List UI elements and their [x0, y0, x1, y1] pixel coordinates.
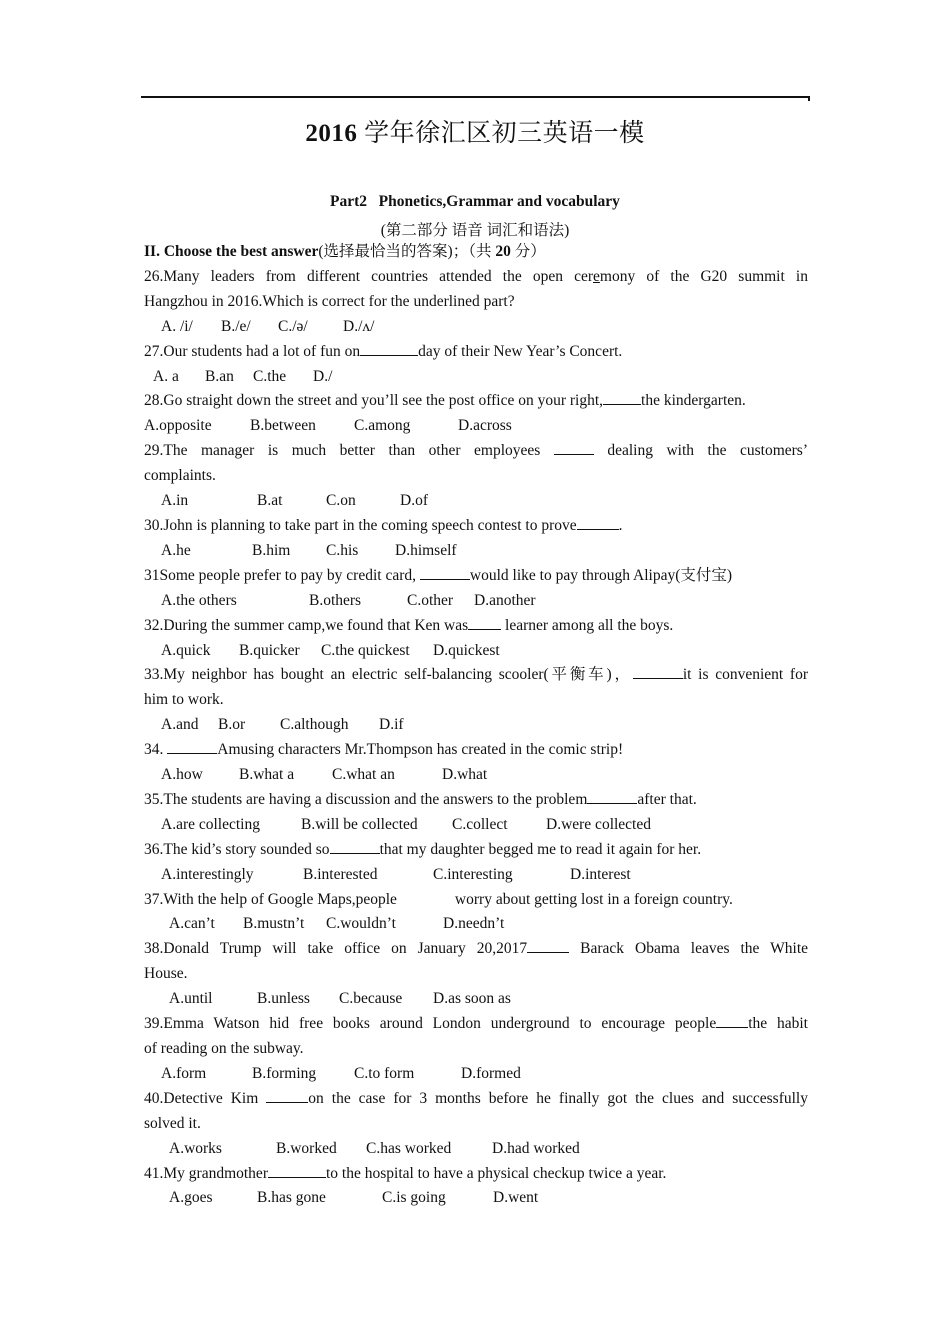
section-heading — [144, 240, 808, 265]
question-stem: 38.Donald Trump will take office on January 20,2017 Barack Obama leaves the White — [144, 937, 808, 962]
question-stem: 33.My neighbor has bought an electric self-balancing scooler(平衡车)， it is convenient for — [144, 663, 808, 688]
option-b: B.mustn’t — [243, 915, 305, 933]
option-c: C.other — [407, 591, 454, 609]
section-heading-en: II. Choose the best answer — [144, 243, 319, 260]
underlined-letter: e — [593, 267, 600, 285]
answer-blank — [360, 340, 418, 356]
question-stem: 31Some people prefer to pay by credit card, would like to pay through Alipay(支付宝) — [144, 564, 808, 589]
option-b: B.what a — [239, 766, 295, 784]
question-stem: 32.During the summer camp,we found that Ken was learner among all the boys. — [144, 614, 808, 639]
question-stem: 27.Our students had a lot of fun on day of their New Year’s Concert. — [144, 340, 808, 365]
option-b: B.others — [309, 591, 362, 609]
answer-blank — [554, 439, 594, 455]
option-c: C.although — [280, 716, 349, 734]
options-row — [144, 639, 808, 664]
option-d: D.formed — [461, 1064, 521, 1082]
answer-blank — [266, 1087, 308, 1103]
options-row — [144, 315, 808, 340]
answer-blank — [633, 663, 683, 679]
page-title — [0, 117, 950, 151]
question-stem: 41.My grandmother to the hospital to have a physical checkup twice a year. — [144, 1162, 808, 1187]
option-b: B.will be collected — [301, 815, 418, 833]
option-a: A.quick — [161, 641, 211, 659]
option-a: A.are collecting — [161, 815, 260, 833]
answer-blank — [330, 838, 380, 854]
option-b: B.at — [257, 492, 283, 510]
option-b: B.unless — [257, 990, 310, 1008]
question-list — [144, 240, 808, 1211]
question-stem: 30.John is planning to take part in the coming speech contest to prove . — [144, 514, 808, 539]
option-a: A.he — [161, 541, 191, 559]
options-row — [144, 365, 808, 390]
question-stem: 34. Amusing characters Mr.Thompson has created in the comic strip! — [144, 738, 808, 763]
option-d: D.of — [400, 492, 428, 510]
option-d: D.across — [458, 417, 512, 435]
title-year: 2016 — [305, 120, 358, 147]
option-d: D.had worked — [492, 1139, 580, 1157]
answer-blank — [268, 1162, 326, 1178]
part-subtitle: (第二部分 语音 词汇和语法) — [380, 222, 570, 239]
option-a: A.opposite — [144, 417, 212, 435]
options-row — [144, 912, 808, 937]
option-a: A. a — [153, 367, 179, 385]
option-c: C.the — [253, 367, 287, 385]
question-stem: 39.Emma Watson hid free books around London underground to encourage people the habit — [144, 1012, 808, 1037]
option-a: A.until — [169, 990, 213, 1008]
answer-blank — [167, 738, 217, 754]
option-a: A.goes — [169, 1189, 213, 1207]
top-rule — [141, 96, 809, 98]
option-c: C.what an — [332, 766, 395, 784]
option-c: C.among — [354, 417, 411, 435]
options-row — [144, 863, 808, 888]
option-d: D./ — [313, 367, 333, 385]
question-stem-continued: complaints. — [144, 467, 216, 485]
option-a: A.can’t — [169, 915, 215, 933]
option-a: A. /i/ — [161, 317, 193, 335]
option-c: C.interesting — [433, 865, 513, 883]
question-stem-continued: of reading on the subway. — [144, 1040, 304, 1057]
option-d: D.as soon as — [433, 990, 511, 1008]
options-row — [144, 589, 808, 614]
option-b: B.interested — [303, 865, 378, 883]
option-c: C.wouldn’t — [326, 915, 396, 933]
question-stem: 40.Detective Kim on the case for 3 months before he finally got the clues and successfully — [144, 1087, 808, 1112]
option-d: D./ʌ/ — [343, 317, 375, 335]
options-row — [144, 1186, 808, 1211]
options-row — [144, 763, 808, 788]
section-points-unit: 分） — [510, 243, 546, 260]
option-d: D.went — [493, 1189, 539, 1207]
section-points: 20 — [495, 243, 511, 260]
option-a: A.in — [161, 492, 189, 510]
option-b: B.him — [252, 541, 291, 559]
question-stem-continued: solved it. — [144, 1114, 201, 1132]
option-d: D.if — [379, 716, 404, 734]
title-text: 学年徐汇区初三英语一模 — [357, 120, 645, 147]
option-c: C.has worked — [366, 1139, 452, 1157]
answer-blank — [527, 937, 569, 953]
option-b: B.an — [205, 367, 234, 385]
option-b: B.has gone — [257, 1189, 326, 1207]
options-row — [144, 987, 808, 1012]
option-b: B./e/ — [221, 317, 251, 335]
options-row — [144, 1062, 808, 1087]
options-row — [144, 414, 808, 439]
option-d: D.interest — [570, 865, 631, 883]
options-row — [144, 539, 808, 564]
option-d: D.another — [474, 591, 536, 609]
options-row — [144, 489, 808, 514]
option-c: C.to form — [354, 1064, 415, 1082]
answer-blank — [468, 614, 501, 630]
option-a: A.and — [161, 716, 199, 734]
option-c: C.on — [326, 492, 356, 510]
option-c: C.the quickest — [321, 641, 410, 659]
option-b: B.forming — [252, 1064, 317, 1082]
option-d: D.needn’t — [443, 915, 505, 933]
answer-blank — [587, 788, 637, 804]
answer-blank — [603, 389, 641, 405]
answer-blank — [420, 564, 470, 580]
option-a: A.interestingly — [161, 865, 254, 883]
option-c: C.is going — [382, 1189, 446, 1207]
option-d: D.quickest — [433, 641, 500, 659]
option-c: C./ə/ — [278, 317, 308, 335]
option-b: B.worked — [276, 1139, 337, 1157]
option-b: B.quicker — [239, 641, 300, 659]
question-stem: 36.The kid’s story sounded so that my daughter begged me to read it again for her. — [144, 838, 808, 863]
question-stem-continued: Hangzhou in 2016.Which is correct for the underlined part? — [144, 292, 515, 310]
part-title: Part2 Phonetics,Grammar and vocabulary — [330, 193, 620, 210]
top-rule-end-mark — [808, 96, 810, 101]
question-stem: 37.With the help of Google Maps,people worry about getting lost in a foreign country. — [144, 890, 733, 908]
option-b: B.between — [250, 417, 316, 435]
question-stem-continued: House. — [144, 965, 188, 983]
options-row — [144, 713, 808, 738]
question-stem: 29.The manager is much better than other employees dealing with the customers’ — [144, 439, 808, 464]
option-d: D.were collected — [546, 815, 651, 833]
option-c: C.because — [339, 990, 403, 1008]
question-stem: 35.The students are having a discussion and the answers to the problem after that. — [144, 788, 808, 813]
option-a: A.form — [161, 1064, 207, 1082]
option-a: A.how — [161, 766, 203, 784]
option-c: C.his — [326, 541, 359, 559]
options-row — [144, 1137, 808, 1162]
question-stem: 28.Go straight down the street and you’ll see the post office on your right, the kindergarten. — [144, 389, 808, 414]
option-d: D.himself — [395, 541, 457, 559]
option-a: A.works — [169, 1139, 222, 1157]
option-d: D.what — [442, 766, 488, 784]
option-c: C.collect — [452, 815, 508, 833]
answer-blank — [577, 514, 619, 530]
question-stem-continued: him to work. — [144, 691, 224, 709]
section-heading-cn: (选择最恰当的答案)；（共 — [318, 243, 496, 260]
answer-blank — [716, 1012, 748, 1028]
options-row — [144, 813, 808, 838]
option-b: B.or — [218, 716, 246, 734]
question-stem: 26.Many leaders from different countries attended the open ceremony of the G20 summit in — [144, 267, 808, 285]
option-a: A.the others — [161, 591, 237, 609]
